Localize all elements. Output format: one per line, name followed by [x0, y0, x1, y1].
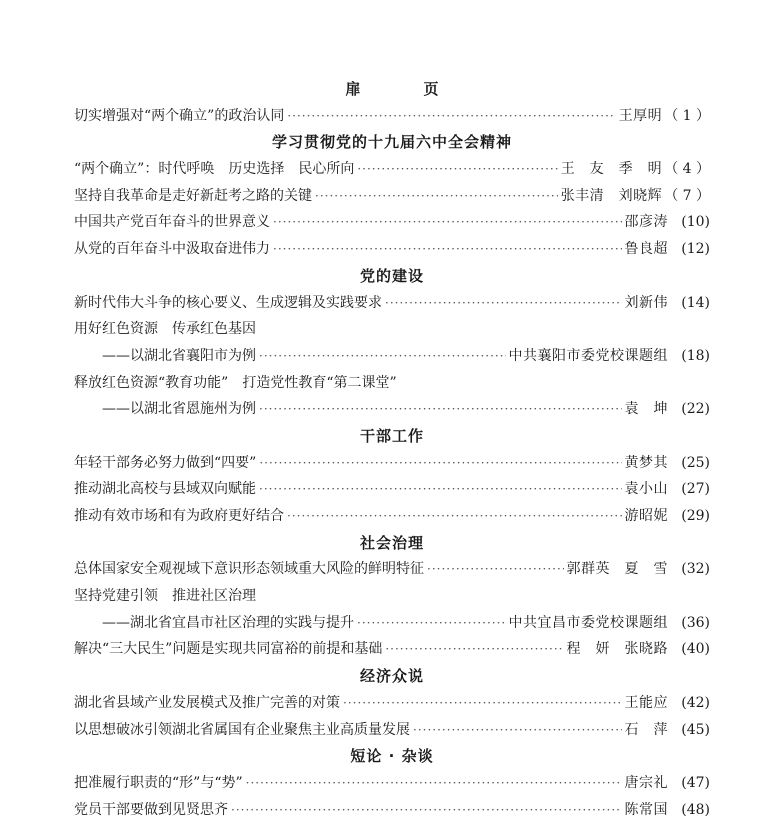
toc-entry-title: 坚持党建引领 推进社区治理	[74, 588, 256, 605]
toc-entry-author: 黄梦其	[624, 454, 668, 471]
toc-entry[interactable]	[74, 103, 710, 130]
toc-entry[interactable]	[74, 610, 710, 637]
toc-entry[interactable]	[74, 797, 710, 824]
toc-entry[interactable]	[74, 183, 710, 210]
section-title: 扉 页	[345, 80, 463, 98]
toc-entry-page: (42)	[681, 694, 710, 711]
dot-leader	[427, 556, 564, 583]
toc-entry-page: (22)	[681, 401, 710, 418]
toc-heading-line	[74, 316, 710, 343]
section-title: 党的建设	[359, 266, 424, 285]
toc-entry-title: 推动有效市场和有为政府更好结合	[74, 508, 284, 524]
toc-entry-author: 张丰清 刘晓辉	[560, 187, 663, 204]
toc-entry-title: 从党的百年奋斗中汲取奋进伟力	[74, 241, 270, 258]
dot-leader	[246, 770, 622, 797]
toc-entry-title: 党员干部要做到见贤思齐	[74, 801, 228, 818]
dot-leader	[357, 156, 557, 183]
toc-entry-page: （ 7 ）	[664, 187, 710, 204]
toc-entry[interactable]	[74, 690, 710, 717]
toc-entry[interactable]	[74, 396, 710, 423]
toc-entry[interactable]	[74, 236, 710, 263]
toc-entry-author: 郭群英 夏 雪	[566, 561, 668, 578]
toc-entry[interactable]	[74, 209, 710, 236]
toc-entry-page: (27)	[681, 481, 710, 498]
toc-entry-author: 邵彦涛	[624, 214, 668, 231]
dot-leader	[273, 236, 622, 263]
toc-heading-line	[74, 370, 710, 397]
toc-entry-title: 中国共产党百年奋斗的世界意义	[74, 214, 270, 231]
toc-entry[interactable]	[74, 636, 710, 663]
toc-entry-author: 刘新伟	[624, 294, 668, 311]
toc-entry-page: (40)	[681, 641, 710, 658]
toc-entry-page: （ 1 ）	[664, 107, 710, 124]
toc-entry-title: 湖北省县域产业发展模式及推广完善的对策	[74, 694, 340, 711]
toc-entry[interactable]	[74, 476, 710, 503]
toc-entry-subtitle: ——以湖北省恩施州为例	[102, 401, 256, 418]
toc-entry-title: 以思想破冰引领湖北省属国有企业聚焦主业高质量发展	[74, 721, 410, 738]
toc-entry-author: 石 萍	[624, 721, 668, 738]
toc-entry[interactable]	[74, 156, 710, 183]
toc-entry-subtitle: ——以湖北省襄阳市为例	[102, 347, 256, 364]
toc-entry-author: 游昭妮	[624, 508, 668, 524]
toc-entry[interactable]	[74, 717, 710, 744]
dot-leader	[343, 690, 622, 717]
toc-entry-title: 推动湖北高校与县域双向赋能	[74, 481, 256, 498]
section-title: 社会治理	[359, 533, 424, 552]
dot-leader	[287, 103, 615, 130]
section-title: 学习贯彻党的十九届六中全会精神	[271, 133, 512, 152]
toc-entry-author: 王能应	[624, 694, 668, 711]
table-of-contents	[74, 76, 710, 823]
toc-entry-title: 年轻干部务必努力做到“四要”	[74, 454, 257, 471]
toc-entry[interactable]	[74, 770, 710, 797]
section-title: 短论 · 杂谈	[350, 747, 434, 766]
toc-entry-author: 中共襄阳市委党校课题组	[508, 347, 668, 364]
toc-entry-author: 程 妍 张晓路	[566, 641, 668, 658]
toc-entry-page: (10)	[681, 214, 710, 231]
toc-entry[interactable]	[74, 503, 710, 530]
dot-leader	[259, 450, 621, 477]
toc-entry[interactable]	[74, 290, 710, 317]
dot-leader	[231, 797, 622, 824]
toc-entry-author: 鲁良超	[624, 241, 668, 258]
toc-entry-page: (12)	[681, 241, 710, 258]
section-title: 经济众说	[359, 667, 424, 686]
toc-entry-title: “两个确立”：时代呼唤 历史选择 民心所向	[74, 161, 355, 178]
dot-leader	[259, 476, 622, 503]
toc-entry-title: 新时代伟大斗争的核心要义、生成逻辑及实践要求	[74, 294, 382, 311]
toc-entry[interactable]	[74, 343, 710, 370]
dot-leader	[259, 396, 622, 423]
dot-leader	[413, 717, 622, 744]
toc-entry-author: 袁 坤	[624, 401, 668, 418]
toc-entry-author: 陈常国	[624, 801, 668, 818]
dot-leader	[357, 610, 506, 637]
dot-leader	[315, 183, 558, 210]
toc-entry-author: 唐宗礼	[624, 774, 668, 791]
toc-entry-title: 释放红色资源“教育功能” 打造党性教育“第二课堂”	[74, 374, 397, 391]
toc-entry-author: 王 友 季 明	[560, 161, 663, 178]
section-title: 干部工作	[359, 426, 424, 445]
toc-entry-page: (45)	[681, 721, 710, 738]
dot-leader	[259, 343, 506, 370]
toc-entry-title: 总体国家安全观视域下意识形态领域重大风险的鲜明特征	[74, 561, 424, 578]
toc-entry[interactable]	[74, 450, 710, 477]
toc-entry-page: (18)	[681, 347, 710, 364]
toc-heading-line	[74, 583, 710, 610]
toc-entry-page: (14)	[681, 294, 710, 311]
toc-entry-author: 中共宜昌市委党校课题组	[508, 614, 668, 631]
toc-entry-page: （ 4 ）	[664, 161, 710, 178]
toc-entry-title: 切实增强对“两个确立”的政治认同	[74, 107, 285, 124]
toc-entry-page: (25)	[681, 454, 710, 471]
toc-entry-page: (29)	[681, 508, 710, 524]
toc-entry-title: 坚持自我革命是走好新赶考之路的关键	[74, 187, 312, 204]
toc-entry-page: (47)	[681, 774, 710, 791]
toc-entry-title: 把准履行职责的“形”与“势”	[74, 774, 243, 791]
toc-entry-title: 用好红色资源 传承红色基因	[74, 321, 256, 338]
dot-leader	[273, 209, 622, 236]
toc-entry-author: 袁小山	[624, 481, 668, 498]
toc-entry[interactable]	[74, 556, 710, 583]
dot-leader	[385, 290, 622, 317]
toc-entry-title: 解决“三大民生”问题是实现共同富裕的前提和基础	[74, 641, 383, 658]
dot-leader	[385, 636, 563, 663]
toc-entry-page: (32)	[681, 561, 710, 578]
toc-entry-page: (36)	[681, 614, 710, 631]
toc-entry-author: 王厚明	[618, 107, 663, 124]
toc-entry-subtitle: ——湖北省宜昌市社区治理的实践与提升	[102, 614, 354, 631]
dot-leader	[287, 503, 622, 530]
toc-entry-page: (48)	[681, 801, 710, 818]
